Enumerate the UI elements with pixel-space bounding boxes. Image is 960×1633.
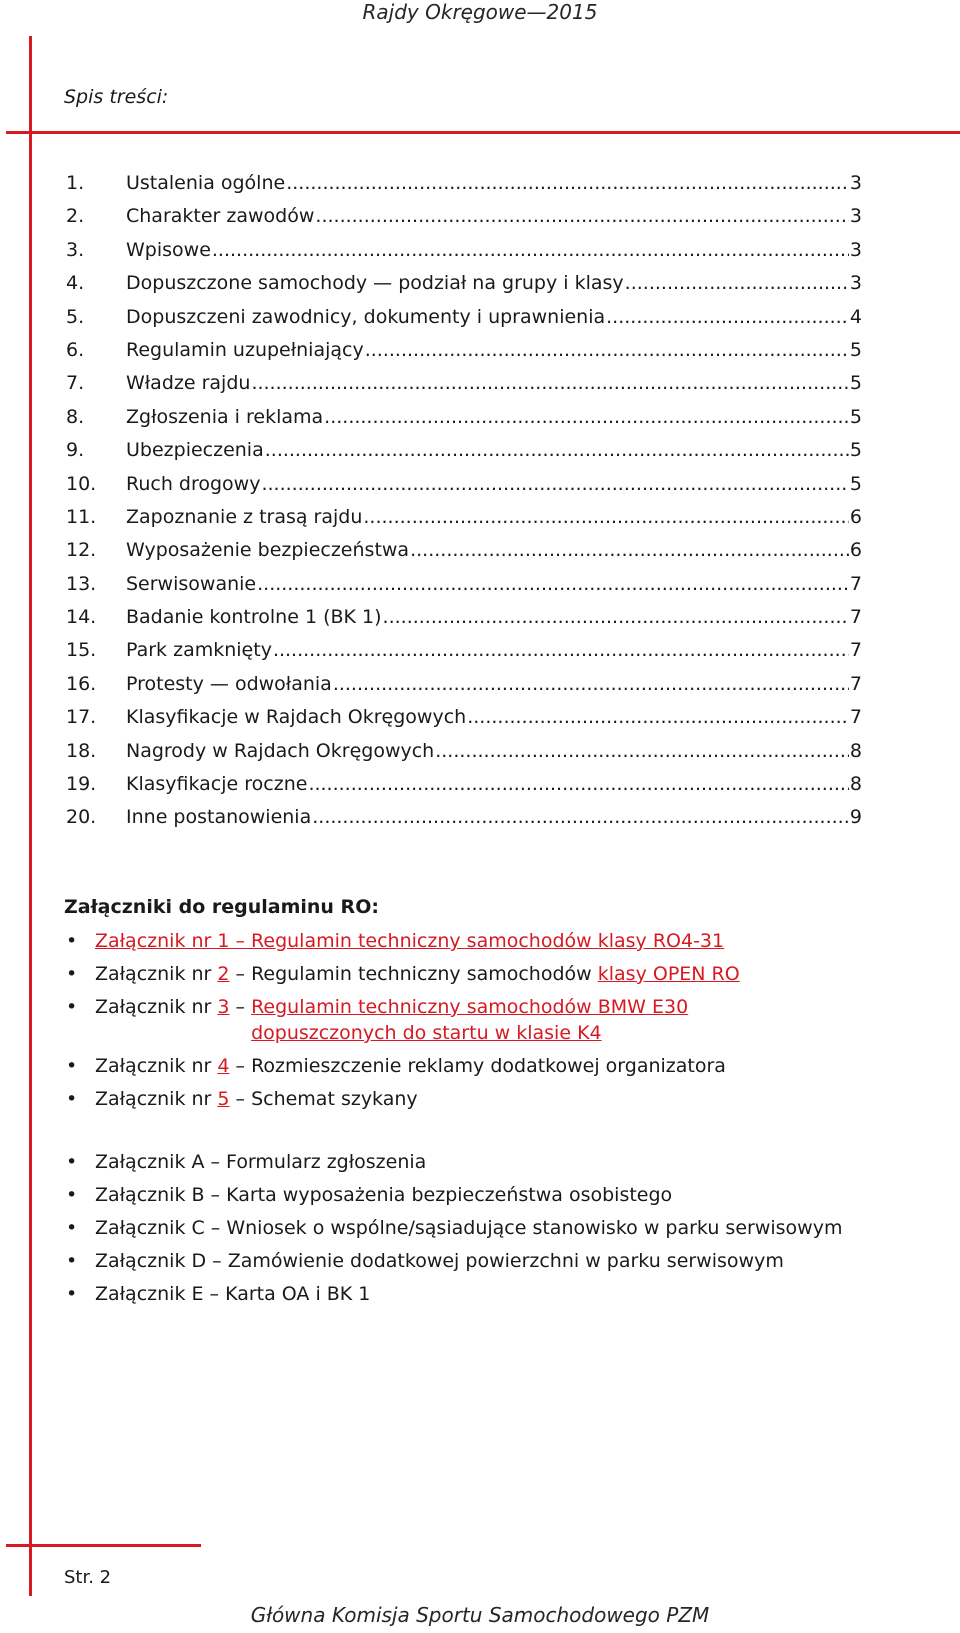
running-footer: Główna Komisja Sportu Samochodowego PZM: [250, 1603, 710, 1627]
toc-entry-number: 14.: [66, 606, 97, 629]
toc-leader: [324, 406, 849, 428]
toc-entry-title: Ruch drogowy: [126, 472, 261, 495]
toc-entry[interactable]: [66, 306, 862, 339]
toc-entry-title: Park zamknięty: [126, 639, 272, 662]
annex-prefix: Załącznik nr: [95, 996, 218, 1018]
toc-entry-page: 7: [849, 572, 862, 595]
toc-leader: [286, 172, 849, 194]
toc-entry-number: 2.: [66, 205, 85, 228]
toc-entry[interactable]: [66, 205, 862, 238]
toc-entry-number: 1.: [66, 172, 85, 194]
toc-leader: [265, 439, 849, 461]
toc-entry[interactable]: [66, 539, 862, 572]
annex-3-number-link[interactable]: 3: [217, 996, 230, 1018]
toc-entry[interactable]: [66, 773, 862, 806]
toc-entry[interactable]: [66, 239, 862, 272]
annex-prefix: Załącznik nr: [95, 1055, 218, 1077]
toc-entry-page: 6: [849, 505, 862, 528]
toc-entry-page: 5: [849, 439, 862, 462]
toc-entry-title: Badanie kontrolne 1 (BK 1): [126, 606, 382, 629]
toc-entry-page: 9: [849, 806, 862, 829]
header-rule: [6, 131, 960, 134]
toc-entry[interactable]: [66, 439, 862, 472]
toc-entry-title: Dopuszczone samochody — podział na grupy i klasy: [126, 272, 624, 295]
annex-item-lettered: • Załącznik D – Zamówienie dodatkowej powierzchni w parku serwisowym: [66, 1248, 946, 1274]
annexes-heading: Załączniki do regulaminu RO:: [64, 896, 379, 918]
toc-entry-number: 13.: [66, 572, 97, 595]
toc-entry-number: 17.: [66, 706, 97, 729]
toc-entry-title: Protesty — odwołania: [126, 672, 332, 695]
toc-entry[interactable]: [66, 573, 862, 606]
toc-entry[interactable]: [66, 639, 862, 672]
toc-entry[interactable]: [66, 406, 862, 439]
toc-entry-number: 20.: [66, 806, 97, 829]
toc-entry-page: 7: [849, 639, 862, 662]
toc-entry-page: 3: [849, 272, 862, 295]
toc-leader: [312, 806, 849, 828]
annex-description: – Regulamin techniczny samochodów: [229, 963, 598, 985]
footer-rule: [6, 1544, 201, 1547]
annex-item: [66, 928, 946, 954]
toc-entry-title: Władze rajdu: [126, 372, 251, 395]
annex-item: [66, 994, 946, 1046]
annex-separator: –: [229, 996, 252, 1018]
toc-leader: [315, 205, 849, 227]
annex-prefix: Załącznik nr: [95, 963, 218, 985]
toc-entry-title: Inne postanowienia: [126, 806, 312, 829]
toc-entry-page: 7: [849, 706, 862, 729]
toc-entry-title: Dopuszczeni zawodnicy, dokumenty i uprawnienia: [126, 305, 606, 328]
toc-entry-title: Klasyfikacje roczne: [126, 773, 308, 796]
toc-leader: [333, 673, 849, 695]
annex-item: [66, 961, 946, 987]
toc-leader: [365, 339, 849, 361]
toc-entry-number: 6.: [66, 338, 85, 361]
toc-leader: [212, 239, 849, 261]
annex-3-title-link[interactable]: Regulamin techniczny samochodów BMW E30: [251, 996, 689, 1018]
annex-prefix: Załącznik nr: [95, 1088, 218, 1110]
annex-4-number-link[interactable]: 4: [217, 1055, 230, 1077]
toc-entry[interactable]: [66, 172, 862, 205]
running-header: Rajdy Okręgowe—2015: [362, 0, 598, 24]
toc-entry[interactable]: [66, 606, 862, 639]
toc-entry-title: Regulamin uzupełniający: [126, 338, 364, 361]
toc-entry-title: Zgłoszenia i reklama: [126, 405, 324, 428]
toc-entry[interactable]: [66, 506, 862, 539]
annex-item-lettered: • Załącznik C – Wniosek o wspólne/sąsiadujące stanowisko w parku serwisowym: [66, 1215, 946, 1241]
toc-leader: [261, 473, 848, 495]
toc-leader: [606, 306, 849, 328]
toc-leader: [625, 272, 849, 294]
annex-item-lettered: • Załącznik E – Karta OA i BK 1: [66, 1281, 946, 1307]
toc-leader: [363, 506, 849, 528]
toc-entry-title: Wpisowe: [126, 238, 211, 261]
toc-entry[interactable]: [66, 806, 862, 839]
annex-2-class-link[interactable]: klasy OPEN RO: [597, 963, 740, 985]
toc-entry-title: Wyposażenie bezpieczeństwa: [126, 539, 410, 562]
annex-1-link[interactable]: Załącznik nr 1 – Regulamin techniczny samochodów klasy RO4-31: [95, 930, 725, 952]
annex-item: [66, 1053, 946, 1079]
page-number: Str. 2: [64, 1567, 112, 1588]
toc-leader: [383, 606, 849, 628]
annex-description: – Rozmieszczenie reklamy dodatkowej organizatora: [229, 1055, 726, 1077]
annex-item: [66, 1086, 946, 1112]
toc-leader: [251, 372, 848, 394]
annex-3-title-link-continued[interactable]: dopuszczonych do startu w klasie K4: [251, 1022, 602, 1044]
annex-item-lettered: • Załącznik A – Formularz zgłoszenia: [66, 1149, 946, 1175]
toc-entry-page: 8: [849, 773, 862, 796]
toc-leader: [467, 706, 849, 728]
annex-item-lettered: • Załącznik B – Karta wyposażenia bezpieczeństwa osobistego: [66, 1182, 946, 1208]
toc-entry-page: 7: [849, 606, 862, 629]
toc-entry[interactable]: [66, 740, 862, 773]
toc-entry-number: 7.: [66, 372, 85, 395]
toc-entry[interactable]: [66, 706, 862, 739]
toc-entry-number: 5.: [66, 305, 85, 328]
toc-entry-title: Ubezpieczenia: [126, 439, 264, 462]
toc-entry-page: 6: [849, 539, 862, 562]
toc-leader: [273, 639, 849, 661]
toc-entry[interactable]: [66, 372, 862, 405]
toc-entry-number: 15.: [66, 639, 97, 662]
annex-description: – Schemat szykany: [229, 1088, 418, 1110]
toc-entry-page: 5: [849, 372, 862, 395]
table-of-contents: [66, 172, 862, 840]
toc-entry-title: Nagrody w Rajdach Okręgowych: [126, 739, 435, 762]
toc-entry[interactable]: [66, 339, 862, 372]
toc-leader: [435, 740, 849, 762]
toc-entry-page: 5: [849, 338, 862, 361]
toc-entry[interactable]: [66, 272, 862, 305]
toc-entry-page: 5: [849, 472, 862, 495]
toc-entry-page: 3: [849, 172, 862, 194]
toc-entry-page: 3: [849, 205, 862, 228]
toc-entry-page: 3: [849, 238, 862, 261]
annex-5-number-link[interactable]: 5: [217, 1088, 230, 1110]
toc-leader: [308, 773, 848, 795]
toc-entry-number: 8.: [66, 405, 85, 428]
toc-entry-title: Zapoznanie z trasą rajdu: [126, 505, 363, 528]
toc-entry-page: 4: [849, 305, 862, 328]
toc-entry-number: 4.: [66, 272, 85, 295]
toc-entry-title: Ustalenia ogólne: [126, 172, 286, 194]
annex-2-number-link[interactable]: 2: [217, 963, 230, 985]
toc-heading: Spis treści:: [64, 86, 169, 108]
toc-entry-number: 19.: [66, 773, 97, 796]
toc-leader: [257, 573, 849, 595]
toc-leader: [410, 539, 849, 561]
toc-entry[interactable]: [66, 673, 862, 706]
toc-entry-number: 11.: [66, 505, 97, 528]
toc-entry-title: Charakter zawodów: [126, 205, 315, 228]
margin-rule-vertical: [29, 36, 32, 1596]
toc-entry-title: Serwisowanie: [126, 572, 257, 595]
toc-entry-number: 10.: [66, 472, 97, 495]
toc-entry-number: 18.: [66, 739, 97, 762]
annex-list: [66, 928, 946, 1307]
toc-entry-page: 8: [849, 739, 862, 762]
toc-entry-number: 3.: [66, 238, 85, 261]
toc-entry-page: 5: [849, 405, 862, 428]
toc-entry[interactable]: [66, 473, 862, 506]
toc-entry-number: 12.: [66, 539, 97, 562]
toc-entry-page: 7: [849, 672, 862, 695]
toc-entry-number: 16.: [66, 672, 97, 695]
toc-entry-number: 9.: [66, 439, 85, 462]
toc-entry-title: Klasyfikacje w Rajdach Okręgowych: [126, 706, 467, 729]
